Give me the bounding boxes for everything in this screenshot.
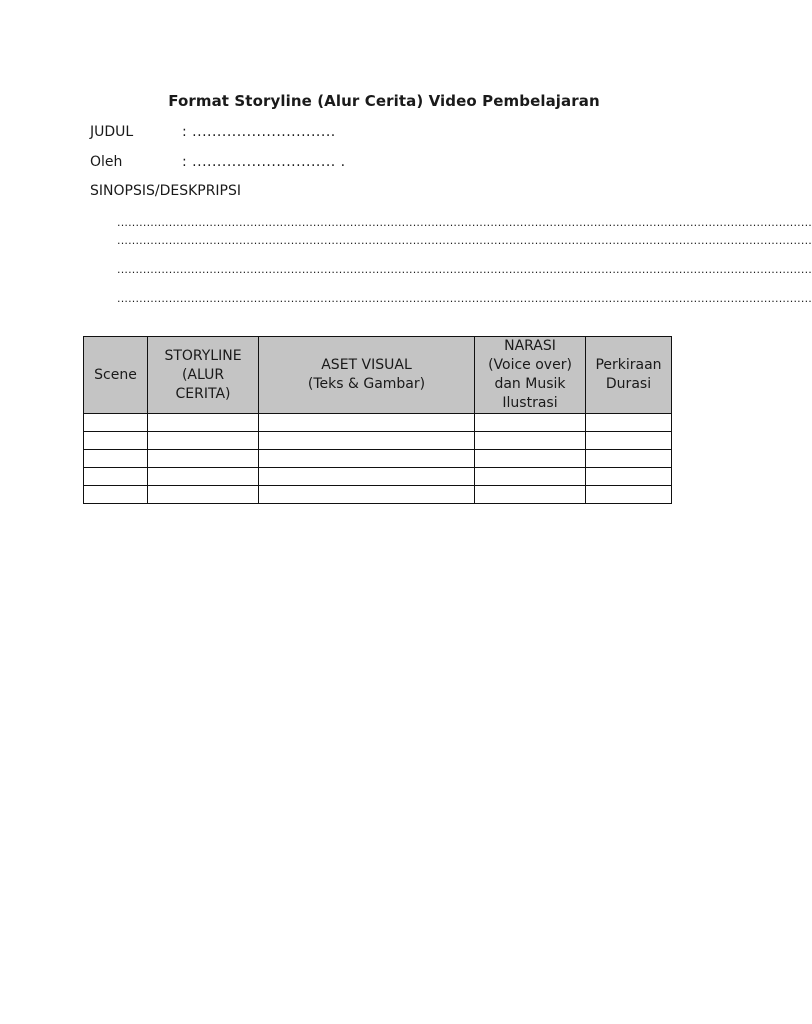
table-cell <box>84 468 148 486</box>
table-cell <box>475 486 586 504</box>
synopsis-dot-line: ............................................................................................................................................................................................ <box>117 292 812 305</box>
table-cell <box>259 486 475 504</box>
field-oleh <box>90 154 346 170</box>
synopsis-label: SINOPSIS/DESKPRIPSI <box>90 183 242 199</box>
synopsis-dot-line: ............................................................................................................................................................................................ <box>117 216 812 229</box>
header-perkiraan-durasi <box>586 337 672 414</box>
storyline-table <box>83 336 672 504</box>
table-cell <box>148 486 259 504</box>
header-line: Perkiraan <box>595 357 662 373</box>
table-cell <box>259 468 475 486</box>
table-cell <box>259 450 475 468</box>
field-value-judul: : ............................. <box>182 124 336 140</box>
table-cell <box>259 414 475 432</box>
header-line: dan Musik <box>494 376 566 392</box>
synopsis-dot-line: ............................................................................................................................................................................................ <box>117 263 812 276</box>
header-scene <box>84 337 148 414</box>
table-row <box>84 486 672 504</box>
header-line: Scene <box>94 366 137 383</box>
table-row <box>84 450 672 468</box>
table-cell <box>586 486 672 504</box>
header-line: NARASI <box>504 338 556 354</box>
field-label-oleh: Oleh <box>90 154 123 170</box>
table-cell <box>586 432 672 450</box>
table-cell <box>84 486 148 504</box>
table-row <box>84 414 672 432</box>
table-cell <box>84 432 148 450</box>
table-cell <box>148 450 259 468</box>
table-header-row <box>84 337 672 414</box>
table-cell <box>259 432 475 450</box>
table-cell <box>148 432 259 450</box>
table-cell <box>148 414 259 432</box>
header-narasi <box>475 337 586 414</box>
field-judul <box>90 124 336 140</box>
table-cell <box>475 468 586 486</box>
field-value-oleh: : ............................. . <box>182 154 346 170</box>
table-cell <box>84 450 148 468</box>
header-line: (Teks & Gambar) <box>307 376 426 392</box>
header-line: Durasi <box>605 376 652 392</box>
table-cell <box>475 432 586 450</box>
table-cell <box>586 468 672 486</box>
table-cell <box>84 414 148 432</box>
field-label-judul: JUDUL <box>90 124 134 140</box>
header-line: ASET VISUAL <box>321 357 412 373</box>
header-line: CERITA) <box>175 385 231 402</box>
header-line: Ilustrasi <box>502 395 558 411</box>
document-title: Format Storyline (Alur Cerita) Video Pembelajaran <box>168 92 600 110</box>
header-aset-visual <box>259 337 475 414</box>
table-cell <box>148 468 259 486</box>
table-cell <box>586 414 672 432</box>
header-line: (Voice over) <box>488 357 572 373</box>
synopsis-dot-line: ............................................................................................................................................................................................ <box>117 234 812 247</box>
table-cell <box>475 450 586 468</box>
header-line: (ALUR <box>181 366 225 383</box>
table-row <box>84 432 672 450</box>
table-cell <box>475 414 586 432</box>
header-storyline <box>148 337 259 414</box>
header-line: STORYLINE <box>164 347 242 364</box>
table-row <box>84 468 672 486</box>
table-cell <box>586 450 672 468</box>
